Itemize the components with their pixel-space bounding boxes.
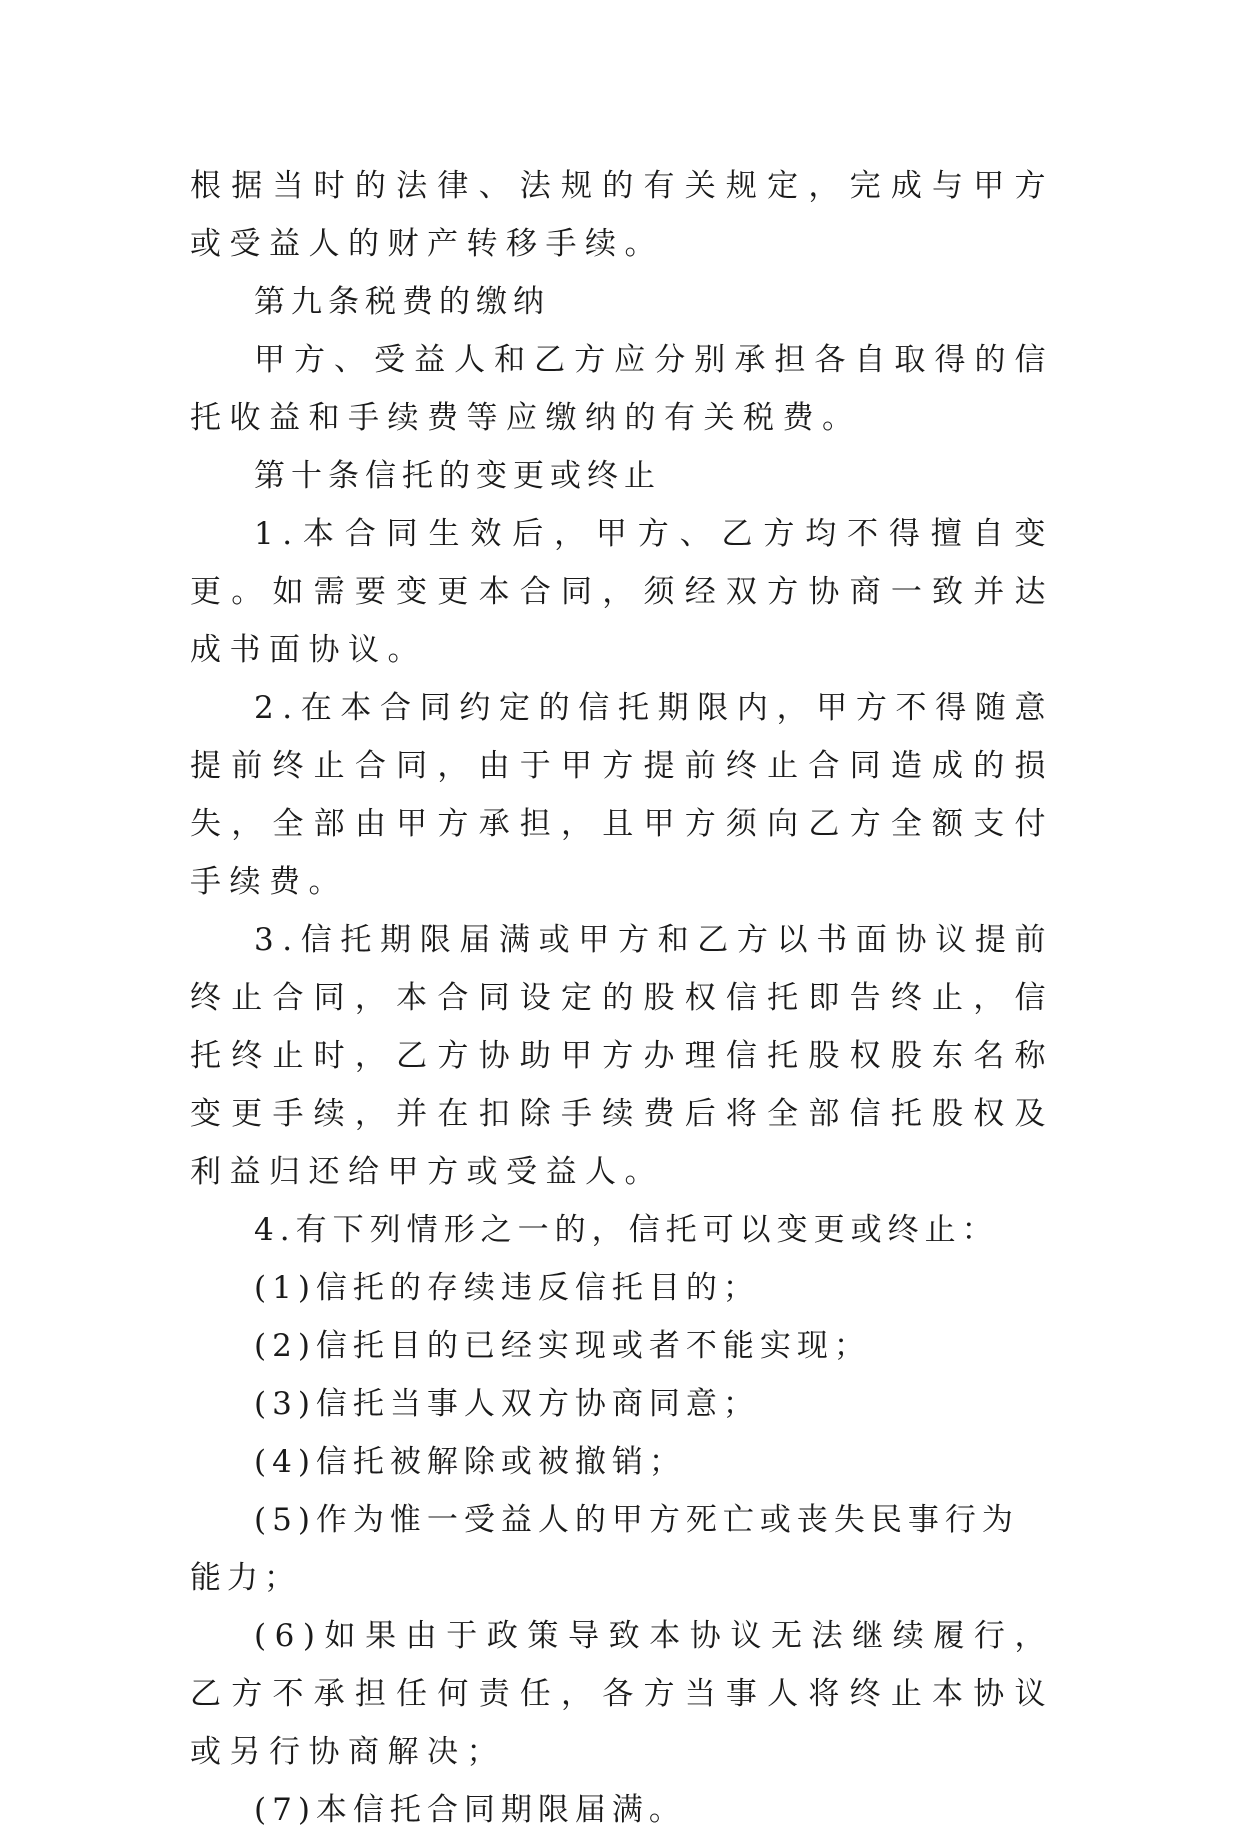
sub-item-6: (6)如果由于政策导致本协议无法继续履行，乙方不承担任何责任，各方当事人将终止本协议或另行协商解决； (190, 1618, 1054, 1770)
sub-item-7: (7)本信托合同期限届满。 (254, 1792, 686, 1828)
sub-item-4: (4)信托被解除或被撤销； (254, 1444, 686, 1480)
document-page (190, 157, 1054, 1839)
heading-article-10-change-termination: 第十条信托的变更或终止 (254, 458, 661, 494)
sub-item-5: (5)作为惟一受益人的甲方死亡或丧失民事行为能力； (190, 1502, 1019, 1596)
clause-3: 3.信托期限届满或甲方和乙方以书面协议提前终止合同，本合同设定的股权信托即告终止，信托终止时，乙方协助甲方办理信托股权股东名称变更手续，并在扣除手续费后将全部信托股权及利益归还给甲方或受益人。 (190, 922, 1054, 1190)
sub-item-2: (2)信托目的已经实现或者不能实现； (254, 1328, 871, 1364)
clause-4: 4.有下列情形之一的，信托可以变更或终止： (254, 1212, 999, 1248)
paragraph-taxes: 甲方、受益人和乙方应分别承担各自取得的信托收益和手续费等应缴纳的有关税费。 (190, 342, 1054, 436)
clause-1: 1.本合同生效后，甲方、乙方均不得擅自变更。如需要变更本合同，须经双方协商一致并达成书面协议。 (190, 516, 1054, 668)
clause-2: 2.在本合同约定的信托期限内，甲方不得随意提前终止合同，由于甲方提前终止合同造成的损失，全部由甲方承担，且甲方须向乙方全额支付手续费。 (190, 690, 1054, 900)
sub-item-1: (1)信托的存续违反信托目的； (254, 1270, 760, 1306)
sub-item-3: (3)信托当事人双方协商同意； (254, 1386, 760, 1422)
paragraph-property-transfer: 根据当时的法律、法规的有关规定，完成与甲方或受益人的财产转移手续。 (190, 168, 1054, 262)
heading-article-9-taxes: 第九条税费的缴纳 (254, 284, 550, 320)
